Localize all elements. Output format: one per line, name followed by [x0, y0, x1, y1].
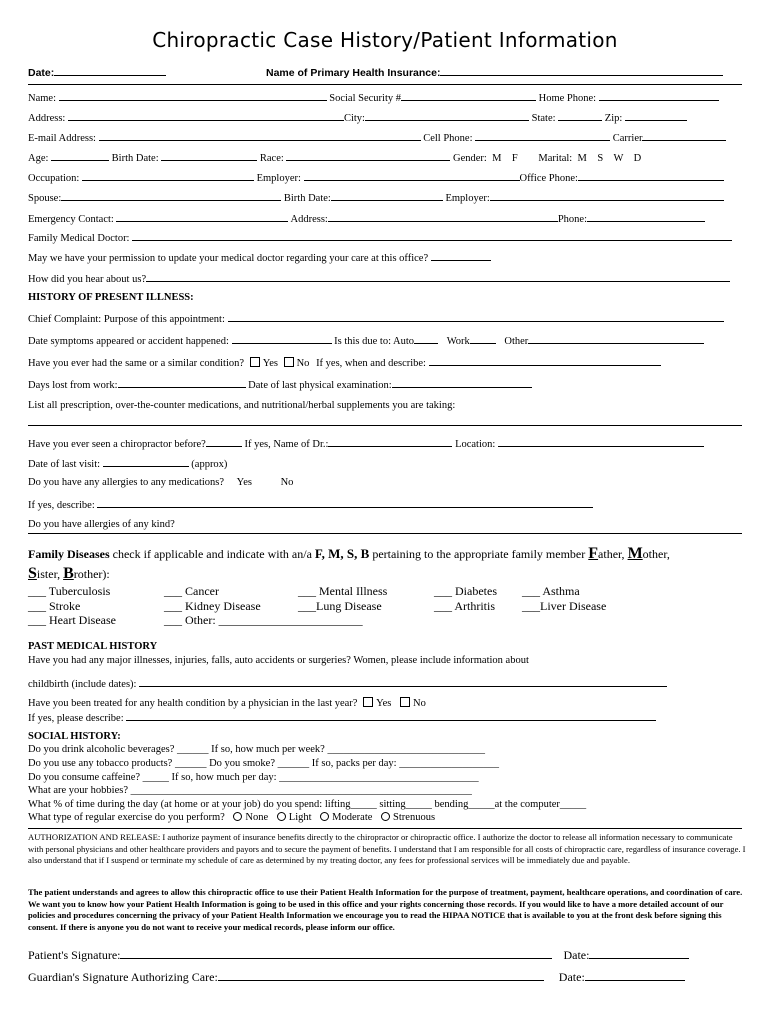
moderate-label: Moderate [332, 812, 373, 823]
row-email [28, 131, 742, 144]
patient-signature-label: Patient's Signature: [28, 948, 121, 962]
row-emergency [28, 212, 742, 225]
family-heading-line [28, 545, 670, 563]
divider [28, 828, 742, 829]
social-hobbies[interactable]: What are your hobbies? _________________________________________________________________ [28, 785, 472, 796]
family-heading: Family Diseases [28, 547, 110, 561]
past-heading: PAST MEDICAL HISTORY [28, 641, 158, 652]
divider [28, 84, 742, 85]
row-treated [28, 697, 742, 709]
social-tobacco[interactable]: Do you use any tobacco products? ______ Do you smoke? ______ If so, packs per day: ___________________ [28, 758, 499, 769]
hear-field[interactable] [146, 272, 730, 282]
employer-label: Employer: [256, 173, 301, 184]
row-same-condition [28, 356, 742, 369]
complaint-label: Chief Complaint: Purpose of this appointment: [28, 314, 225, 325]
row-occupation [28, 171, 742, 184]
patient-date-label: Date: [563, 948, 590, 962]
row-treated-describe [28, 711, 742, 724]
row-permission [28, 251, 742, 264]
last-visit-field[interactable] [103, 457, 189, 467]
permission-field[interactable] [431, 251, 491, 261]
spouse-employer-field[interactable] [490, 191, 724, 201]
complaint-field[interactable] [228, 312, 724, 322]
city-field[interactable] [365, 111, 529, 121]
family-col-5 [522, 584, 606, 613]
name-label: Name: [28, 93, 56, 104]
family-item-lung-disease[interactable]: ___Lung Disease [298, 598, 382, 613]
strenuous-label: Strenuous [393, 812, 436, 823]
spouse-field[interactable] [61, 191, 281, 201]
if-yes-label: If yes, when and describe: [316, 358, 426, 369]
row-family-doctor [28, 231, 742, 244]
social-heading: SOCIAL HISTORY: [28, 731, 121, 742]
birth-date-field[interactable] [161, 151, 257, 161]
guardian-signature-field[interactable] [218, 971, 544, 981]
family-item-asthma[interactable]: ___ Asthma [522, 584, 580, 598]
family-item-tuberculosis[interactable]: ___ Tuberculosis [28, 584, 111, 598]
address-field[interactable] [68, 111, 344, 121]
race-label: Race: [259, 153, 284, 164]
yes-label: Yes [262, 358, 278, 369]
meds-label: List all prescription, over-the-counter medications, and nutritional/herbal supplements you are taking: [28, 400, 456, 411]
father-rest: ather, [598, 547, 628, 561]
childbirth-field[interactable] [139, 677, 667, 687]
treated-describe-label: If yes, please describe: [28, 713, 124, 724]
zip-field[interactable] [625, 111, 687, 121]
dr-name-field[interactable] [328, 437, 452, 447]
family-item-other[interactable]: ___ Other: ________________________ [164, 613, 363, 627]
emergency-address-label: Address: [290, 214, 328, 225]
treated-yes-label: Yes [376, 698, 392, 709]
symptoms-label: Date symptoms appeared or accident happened: [28, 336, 229, 347]
allergies-meds-label: Do you have any allergies to any medications? [28, 477, 225, 488]
last-exam-label: Date of last physical examination: [248, 380, 392, 391]
chiro-label: Have you ever seen a chiropractor before? [28, 439, 206, 450]
family-item-arthritis[interactable]: ___ Arthritis [434, 598, 496, 613]
work-field[interactable] [470, 334, 496, 344]
hipaa-text: The patient understands and agrees to allow this chiropractic office to use their Patient Health Information for the purpose of treatment, payment, healthcare operations, and coordination of care. We want you to know how your Patient Health Information is going to be used in this office and your rights concerning those records. If you would like to have a more detailed account of our policies and procedures concerning the privacy of your Patient Health Information we encourage you to read the HIPAA NOTICE that is available to you at the front desk before signing this consent. If there is anyone you do not want to receive your medical records, please inform our office. [28, 887, 743, 932]
same-condition-label: Have you ever had the same or a similar condition? [28, 358, 245, 369]
exercise-none-radio[interactable] [233, 812, 242, 821]
carrier-field[interactable] [642, 131, 726, 141]
cell-field[interactable] [475, 131, 610, 141]
page-title: Chiropractic Case History/Patient Information [152, 28, 618, 52]
other-field[interactable] [528, 334, 704, 344]
describe-label: If yes, describe: [28, 500, 95, 511]
exercise-label: What type of regular exercise do you perform? [28, 812, 225, 823]
family-item-stroke[interactable]: ___ Stroke [28, 598, 81, 613]
family-col-4 [434, 584, 497, 613]
race-field[interactable] [286, 151, 450, 161]
state-field[interactable] [558, 111, 602, 121]
date-label: Date: [28, 67, 55, 79]
row-age [28, 151, 742, 164]
email-field[interactable] [99, 131, 421, 141]
family-item-cancer[interactable]: ___ Cancer [164, 584, 219, 598]
emergency-label: Emergency Contact: [28, 214, 114, 225]
mother-rest: other, [642, 547, 670, 561]
same-yes-checkbox[interactable] [250, 357, 260, 367]
treated-no-label: No [413, 698, 426, 709]
row-symptoms [28, 334, 742, 347]
guardian-date-field[interactable] [585, 971, 685, 981]
dr-name-label: If yes, Name of Dr.: [244, 439, 329, 450]
days-lost-label: Days lost from work: [28, 380, 118, 391]
past-q1: Have you had any major illnesses, injuries, falls, auto accidents or surgeries? Women, please include information about [28, 655, 529, 666]
email-label: E-mail Address: [28, 133, 96, 144]
ssn-label: Social Security # [329, 93, 401, 104]
treated-label: Have you been treated for any health condition by a physician in the last year? [28, 698, 358, 709]
birth-date-label: Birth Date: [111, 153, 159, 164]
family-col-1 [28, 584, 116, 628]
row-describe [28, 498, 742, 511]
allergies-yes[interactable]: Yes [236, 477, 252, 488]
exercise-light-radio[interactable] [277, 812, 286, 821]
father-initial: F [588, 545, 599, 562]
social-time[interactable]: What % of time during the day (at home or at your job) do you spend: lifting_____ sitting_____ bending_____at the computer_____ [28, 799, 587, 810]
location-field[interactable] [498, 437, 704, 447]
family-doctor-field[interactable] [132, 231, 732, 241]
due-to-auto[interactable]: Is this due to: Auto [334, 336, 415, 347]
marital-options[interactable]: Marital: M S W D [538, 153, 642, 164]
city-label: City: [343, 113, 365, 124]
row-last-visit [28, 457, 742, 470]
auto-field[interactable] [414, 334, 438, 344]
family-item-heart-disease[interactable]: ___ Heart Disease [28, 613, 116, 627]
childbirth-label: childbirth (include dates): [28, 679, 137, 690]
no-label: No [296, 358, 310, 369]
spouse-label: Spouse: [28, 193, 62, 204]
occupation-field[interactable] [82, 171, 254, 181]
family-item-liver-disease[interactable]: ___Liver Disease [522, 598, 607, 613]
brother-rest: rother): [73, 567, 110, 581]
family-item-kidney-disease[interactable]: ___ Kidney Disease [164, 598, 261, 613]
insurance-field[interactable] [440, 66, 723, 76]
meds-field[interactable] [28, 425, 742, 426]
if-yes-field[interactable] [429, 356, 661, 366]
emergency-phone-field[interactable] [587, 212, 705, 222]
light-label: Light [288, 812, 312, 823]
allergies-any-label: Do you have allergies of any kind? [28, 519, 175, 530]
occupation-label: Occupation: [28, 173, 80, 184]
brother-initial: B [63, 565, 74, 582]
chiro-field[interactable] [206, 437, 242, 447]
social-caffeine[interactable]: Do you consume caffeine? _____ If so, how much per day: ______________________________________ [28, 772, 479, 783]
social-alcohol[interactable]: Do you drink alcoholic beverages? ______ If so, how much per week? ______________________________ [28, 744, 485, 755]
header-date [28, 66, 166, 79]
age-field[interactable] [51, 151, 109, 161]
family-item-mental-illness[interactable]: ___ Mental Illness [298, 584, 388, 598]
gender-options[interactable]: Gender: M F [453, 153, 518, 164]
permission-label: May we have your permission to update your medical doctor regarding your care at this office? [28, 253, 429, 264]
location-label: Location: [455, 439, 496, 450]
hear-label: How did you hear about us? [28, 274, 147, 285]
days-lost-field[interactable] [118, 378, 246, 388]
date-field[interactable] [54, 66, 166, 76]
home-phone-field[interactable] [599, 91, 719, 101]
describe-field[interactable] [97, 498, 593, 508]
state-label: State: [531, 113, 556, 124]
row-exercise [28, 812, 742, 823]
home-phone-label: Home Phone: [538, 93, 597, 104]
sister-rest: ister, [36, 567, 64, 581]
spouse-birth-label: Birth Date: [283, 193, 331, 204]
family-text2: pertaining to the appropriate family member [369, 547, 589, 561]
treated-yes-checkbox[interactable] [363, 697, 373, 707]
guardian-date-label: Date: [558, 970, 585, 984]
name-field[interactable] [59, 91, 327, 101]
family-letters: F, M, S, B [314, 546, 370, 561]
family-text1: check if applicable and indicate with an/a [109, 547, 315, 561]
treated-describe-field[interactable] [126, 711, 656, 721]
exercise-strenuous-radio[interactable] [381, 812, 390, 821]
emergency-address-field[interactable] [328, 212, 558, 222]
guardian-signature-label: Guardian's Signature Authorizing Care: [28, 970, 218, 984]
ssn-field[interactable] [401, 91, 536, 101]
row-patient-signature [28, 948, 742, 963]
emergency-phone-label: Phone: [557, 214, 588, 225]
row-childbirth [28, 677, 742, 690]
insurance-label: Name of Primary Health Insurance: [266, 67, 441, 79]
row-hear [28, 272, 742, 285]
sister-initial: S [28, 565, 37, 582]
row-guardian-signature [28, 970, 742, 985]
last-exam-field[interactable] [392, 378, 532, 388]
office-phone-field[interactable] [578, 171, 724, 181]
emergency-field[interactable] [116, 212, 288, 222]
row-address [28, 111, 742, 124]
address-label: Address: [28, 113, 66, 124]
none-label: None [245, 812, 269, 823]
mother-initial: M [627, 545, 643, 562]
row-name [28, 91, 742, 104]
row-allergies-meds [28, 477, 742, 488]
office-phone-label: Office Phone: [519, 173, 578, 184]
patient-date-field[interactable] [589, 949, 689, 959]
divider [28, 533, 742, 534]
approx-label: (approx) [191, 459, 228, 470]
exercise-moderate-radio[interactable] [320, 812, 329, 821]
last-visit-label: Date of last visit: [28, 459, 101, 470]
family-doctor-label: Family Medical Doctor: [28, 233, 130, 244]
due-to-work[interactable]: Work [446, 336, 470, 347]
zip-label: Zip: [604, 113, 623, 124]
employer-field[interactable] [304, 171, 520, 181]
same-no-checkbox[interactable] [284, 357, 294, 367]
spouse-birth-field[interactable] [331, 191, 443, 201]
symptoms-field[interactable] [232, 334, 332, 344]
spouse-employer-label: Employer: [445, 193, 490, 204]
cell-label: Cell Phone: [423, 133, 473, 144]
age-label: Age: [28, 153, 49, 164]
authorization-text: AUTHORIZATION AND RELEASE: I authorize payment of insurance benefits directly to the chiropractor or chiropractic office. I authorize the doctor to release all information necessary to communicate with personal physicians and other healthcare providers and payors and to secure the payment of benefits. I understand that I am responsible for all costs of chiropractic care, regardless of insurance coverage. I also understand that if I suspend or terminate my schedule of care as determined by my treating doctor, any fees for professional services will be immediately due and payable. [28, 832, 746, 866]
due-to-other[interactable]: Other [504, 336, 529, 347]
header-insurance [266, 66, 723, 79]
allergies-no[interactable]: No [280, 477, 294, 488]
treated-no-checkbox[interactable] [400, 697, 410, 707]
family-item-diabetes[interactable]: ___ Diabetes [434, 584, 497, 598]
row-days-lost [28, 378, 742, 391]
row-spouse [28, 191, 742, 204]
family-col-3 [298, 584, 387, 613]
patient-signature-field[interactable] [120, 949, 552, 959]
row-complaint [28, 312, 742, 325]
family-heading-line2 [28, 565, 110, 583]
row-chiro [28, 437, 742, 450]
carrier-label: Carrier [612, 133, 643, 144]
illness-heading: HISTORY OF PRESENT ILLNESS: [28, 292, 194, 303]
